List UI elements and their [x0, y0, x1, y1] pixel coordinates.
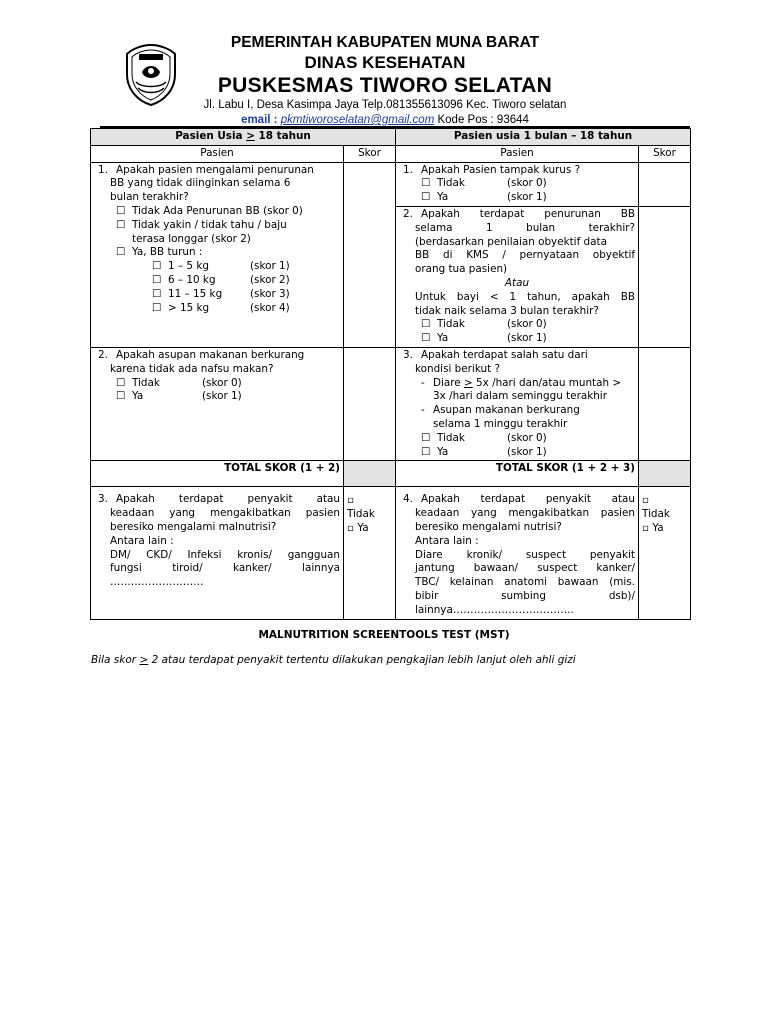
postcode: Kode Pos : 93644: [434, 114, 529, 126]
adult-q3-option-tidak[interactable]: Tidak: [347, 508, 375, 521]
government-name: PEMERINTAH KABUPATEN MUNA BARAT: [230, 34, 540, 51]
email-label: email: [241, 114, 271, 126]
child-col-patient: Pasien: [396, 145, 639, 162]
adult-header: Pasien Usia > 18 tahun: [91, 129, 396, 146]
checkbox-icon[interactable]: ☐: [116, 390, 126, 403]
regency-emblem-icon: [122, 42, 180, 108]
adult-col-score: Skor: [344, 145, 396, 162]
child-question-2: 2. Apakah terdapat penurunan BB selama 1 bulan terakhir? (berdasarkan penilaian obyektif data BB di KMS / pernyataan obyektif orang tua pasien) Atau Untuk bayi < 1 tahun, apakah BB tidak naik selama 3 bulan terakhir? ☐ Tidak (skor 0) ☐ Ya (skor 1): [396, 206, 639, 347]
checkbox-icon[interactable]: ☐: [421, 332, 431, 345]
checkbox-icon[interactable]: ☐: [421, 431, 431, 444]
checkbox-icon[interactable]: ☐: [116, 376, 126, 389]
clinic-address: Jl. Labu I, Desa Kasimpa Jaya Telp.081355613096 Kec. Tiworo selatan: [203, 99, 567, 111]
adult-q1-score[interactable]: [344, 162, 396, 347]
child-q4-score: [639, 487, 691, 619]
adult-total-score[interactable]: [344, 461, 396, 487]
child-question-1: 1. Apakah Pasien tampak kurus ? ☐ Tidak (skor 0) ☐ Ya (skor 1): [396, 162, 639, 206]
child-col-score: Skor: [639, 145, 691, 162]
adult-q2-score[interactable]: [344, 347, 396, 460]
checkbox-icon[interactable]: ☐: [152, 273, 162, 286]
child-q2-score[interactable]: [639, 206, 691, 347]
child-q4-option-ya[interactable]: ▫ Ya: [642, 522, 664, 535]
adult-q3-option-ya[interactable]: ▫ Ya: [347, 522, 369, 535]
email-separator: :: [270, 114, 281, 126]
form-title: MALNUTRITION SCREENTOOLS TEST (MST): [258, 629, 510, 641]
adult-col-patient: Pasien: [91, 145, 344, 162]
child-header: Pasien usia 1 bulan – 18 tahun: [396, 129, 691, 146]
checkbox-icon[interactable]: ☐: [116, 218, 126, 231]
footer-note: Bila skor > 2 atau terdapat penyakit tertentu dilakukan pengkajian lebih lanjut oleh ahli gizi: [91, 654, 576, 666]
checkbox-icon[interactable]: ☐: [152, 287, 162, 300]
adult-question-3: 3. Apakah terdapat penyakit atau keadaan yang mengakibatkan pasien beresiko mengalami malnutrisi? Antara lain : DM/ CKD/ Infeksi kronis/ gangguan fungsi tiroid/ kanker/ lainnya ………………………: [91, 487, 344, 619]
child-question-3: 3. Apakah terdapat salah satu dari kondisi berikut ? - Diare > 5x /hari dan/atau muntah > 3x /hari dalam seminggu terakhir - Asupan makanan berkurang selama 1 minggu terakhir ☐ Tidak (skor 0) ☐ Ya (skor 1): [396, 347, 639, 460]
checkbox-icon[interactable]: ☐: [421, 191, 431, 204]
checkbox-icon[interactable]: ☐: [152, 301, 162, 314]
checkbox-icon[interactable]: ☐: [421, 445, 431, 458]
contact-line: [175, 114, 595, 126]
child-total-score[interactable]: [639, 461, 691, 487]
checkbox-icon[interactable]: ☐: [116, 246, 126, 259]
radio-box-icon[interactable]: ▫: [642, 494, 650, 507]
child-question-4: 4. Apakah terdapat penyakit atau keadaan yang mengakibatkan pasien beresiko mengalami nutrisi? Antara lain : Diare kronik/ suspect penyakit jantung bawaan/ suspect kanker/ TBC/ kelainan anatomi bawaan (mis. bibir sumbing dsb)/ lainnya……………………………..: [396, 487, 639, 619]
child-q3-score[interactable]: [639, 347, 691, 460]
department-name: DINAS KESEHATAN: [304, 53, 466, 72]
screening-table: [90, 128, 691, 620]
radio-box-icon[interactable]: ▫: [347, 494, 355, 507]
child-q1-score[interactable]: [639, 162, 691, 206]
checkbox-icon[interactable]: ☐: [421, 318, 431, 331]
checkbox-icon[interactable]: ☐: [116, 204, 126, 217]
checkbox-icon[interactable]: ☐: [152, 260, 162, 273]
letterhead: [0, 34, 768, 126]
child-total-label: TOTAL SKOR (1 + 2 + 3): [396, 461, 639, 487]
checkbox-icon[interactable]: ☐: [421, 177, 431, 190]
adult-q3-score: [344, 487, 396, 619]
email-link[interactable]: pkmtiworoselatan@gmail.com: [280, 114, 435, 126]
adult-total-label: TOTAL SKOR (1 + 2): [91, 461, 344, 487]
adult-question-1: 1. Apakah pasien mengalami penurunan BB yang tidak diinginkan selama 6 bulan terakhir? ☐ Tidak Ada Penurunan BB (skor 0) ☐ Tidak yakin / tidak tahu / baju terasa longgar (skor 2) ☐ Ya, BB turun : ☐ 1 – 5 kg (skor 1) ☐ 6 – 10 kg (skor 2) ☐ 11 – 15 kg (skor 3) ☐ > 15 kg (skor 4): [91, 162, 344, 347]
child-q4-option-tidak[interactable]: Tidak: [642, 508, 670, 521]
adult-question-2: 2. Apakah asupan makanan berkurang karena tidak ada nafsu makan? ☐ Tidak (skor 0) ☐ Ya (skor 1): [91, 347, 344, 460]
clinic-name: PUSKESMAS TIWORO SELATAN: [217, 74, 553, 97]
